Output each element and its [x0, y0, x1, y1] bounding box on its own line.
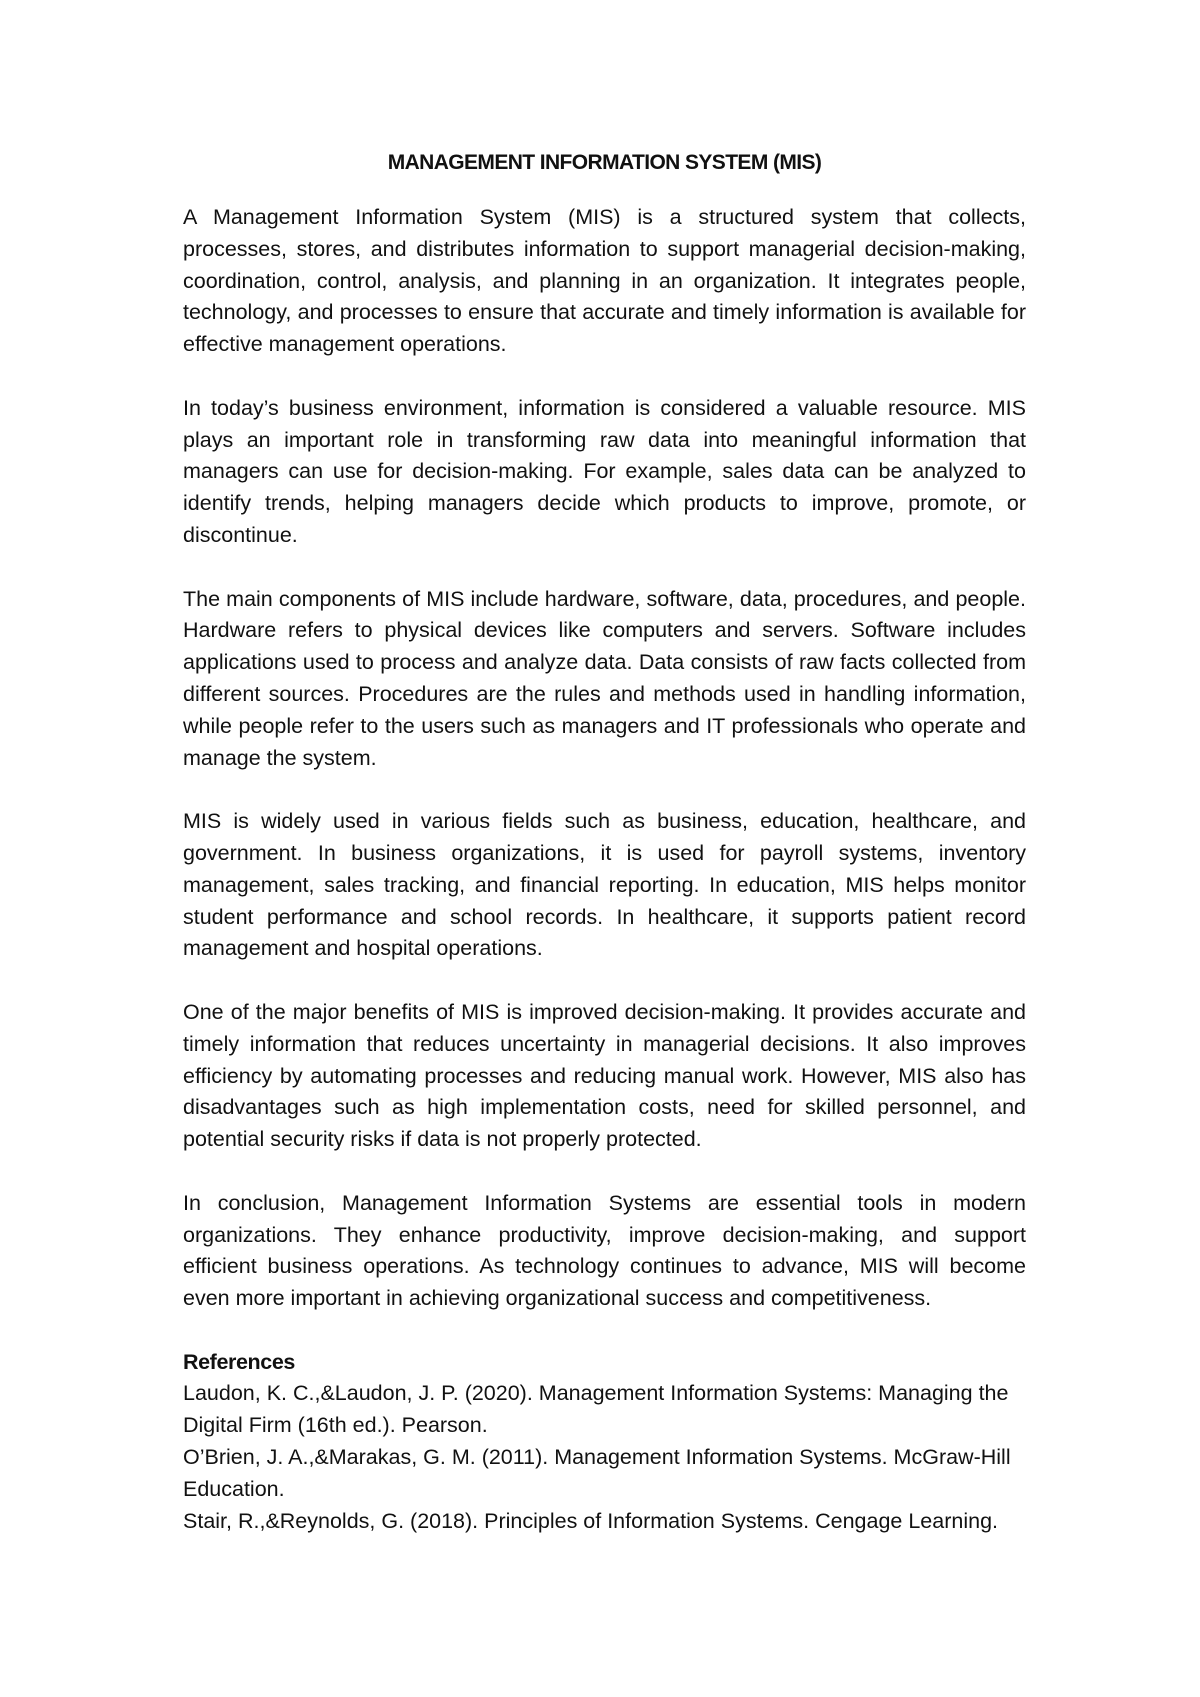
references-heading: References	[183, 1349, 295, 1374]
paragraph-definition: A Management Information System (MIS) is a structured system that collects, processes, stores, and distributes information to support managerial decision-making, coordination, control, analysis, and planning in an organization. It integrates people, technology, and processes to ensure that accurate and timely information is available for effective management operations.	[183, 205, 1026, 357]
paragraph-conclusion: In conclusion, Management Information Systems are essential tools in modern organizations. They enhance productivity, improve decision-making, and support efficient business operations. As technology continues to advance, MIS will become even more important in achieving organizational success and competitiveness.	[183, 1190, 1026, 1311]
document-title: MANAGEMENT INFORMATION SYSTEM (MIS)	[387, 151, 822, 174]
reference-item: Stair, R.,&Reynolds, G. (2018). Principles of Information Systems. Cengage Learning.	[183, 1508, 999, 1533]
reference-item: O’Brien, J. A.,&Marakas, G. M. (2011). Management Information Systems. McGraw-Hill Education.	[183, 1445, 1011, 1501]
paragraph-applications: MIS is widely used in various fields such as business, education, healthcare, and government. In business organizations, it is used for payroll systems, inventory management, sales tracking, and financial reporting. In education, MIS helps monitor student performance and school records. In healthcare, it supports patient record management and hospital operations.	[183, 809, 1026, 961]
document-body	[183, 148, 1026, 1537]
paragraph-importance: In today’s business environment, information is considered a valuable resource. MIS plays an important role in transforming raw data into meaningful information that managers can use for decision-making. For example, sales data can be analyzed to identify trends, helping managers decide which products to improve, promote, or discontinue.	[183, 395, 1026, 547]
references-section	[183, 1347, 1026, 1538]
paragraph-components: The main components of MIS include hardware, software, data, procedures, and people. Hardware refers to physical devices like computers and servers. Software includes applications used to process and analyze data. Data consists of raw facts collected from different sources. Procedures are the rules and methods used in handling information, while people refer to the users such as managers and IT professionals who operate and manage the system.	[183, 586, 1026, 770]
reference-item: Laudon, K. C.,&Laudon, J. P. (2020). Management Information Systems: Managing the Digital Firm (16th ed.). Pearson.	[183, 1381, 1009, 1438]
paragraph-benefits: One of the major benefits of MIS is improved decision-making. It provides accurate and timely information that reduces uncertainty in managerial decisions. It also improves efficiency by automating processes and reducing manual work. However, MIS also has disadvantages such as high implementation costs, need for skilled personnel, and potential security risks if data is not properly protected.	[183, 999, 1026, 1152]
